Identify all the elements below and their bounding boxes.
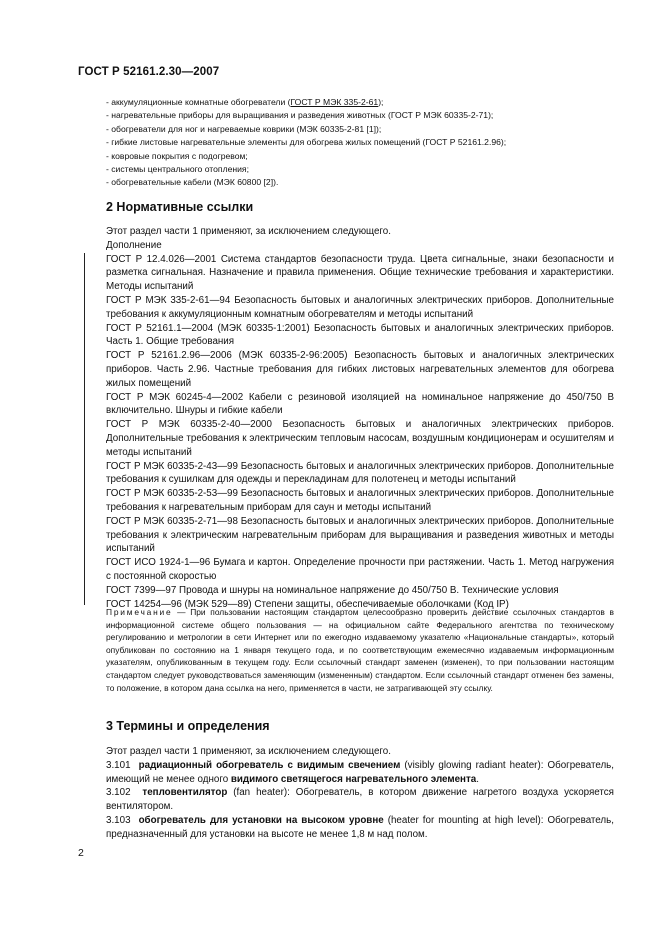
reference-item: ГОСТ Р МЭК 60335-2-40—2000 Безопасность бытовых и аналогичных электрических приборов. Дополнительные требования к электрическим тепловым насосам, воздушным кондиционерам и осушителям и методы испытаний xyxy=(106,419,614,458)
reference-item: ГОСТ ИСО 1924-1—96 Бумага и картон. Определение прочности при растяжении. Часть 1. Метод нагружения с постоянной скоростью xyxy=(106,557,614,582)
reference-item: ГОСТ Р МЭК 60245-4—2002 Кабели с резиновой изоляцией на номинальное напряжение до 450/750 В включительно. Шнуры и гибкие кабели xyxy=(106,391,614,417)
term-definition: 3.103 обогреватель для установки на высоком уровне (heater for mounting at high level): Обогреватель, предназначенный для установки на высоте не менее 1,8 м над полом. xyxy=(106,814,614,840)
list-item: - нагревательные приборы для выращивания и разведения животных (ГОСТ Р МЭК 60335-2-71); xyxy=(106,110,494,121)
addition-label: Дополнение xyxy=(106,239,162,251)
section-3-intro: Этот раздел части 1 применяют, за исключением следующего. xyxy=(106,746,391,757)
term-definition: 3.102 тепловентилятор (fan heater): Обогреватель, в котором движение нагретого воздуха ускоряется вентилятором. xyxy=(106,787,614,813)
list-item: - системы центрального отопления; xyxy=(106,164,249,175)
scope-bullet-list xyxy=(106,96,606,190)
reference-item: ГОСТ 14254—96 (МЭК 529—89) Степени защиты, обеспечиваемые оболочками (Код IP) xyxy=(106,598,509,610)
list-item: - аккумуляционные комнатные обогреватели (ГОСТ Р МЭК 335-2-61); xyxy=(106,97,384,107)
note-text: — При пользовании настоящим стандартом целесообразно проверить действие ссылочных стандартов в информационной системе общего пользования — на официальном сайте Федерального агентства по техническому регулированию и метрологии в сети Интернет или по ежегодно издаваемому указателю «Национальные стандарты», который опубликован по состоянию на 1 января текущего года, и по соответствующим ежемесячно издаваемым информационным указателям, опубликованным в текущем году. Если ссылочный стандарт заменен (изменен), то при пользовании настоящим стандартом следует руководствоваться заменяющим (измененным) стандартом. Если ссылочный стандарт отменен без замены, то положение, в котором дана ссылка на него, применяется в части, не затрагивающей эту ссылку. xyxy=(106,607,614,693)
reference-item: ГОСТ Р 52161.2.96—2006 (МЭК 60335-2-96:2005) Безопасность бытовых и аналогичных электрических приборов. Часть 2.96. Частные требования для гибких листовых нагревательных элементов для обогрева жилых помещений xyxy=(106,350,614,389)
list-item: - гибкие листовые нагревательные элементы для обогрева жилых помещений (ГОСТ Р 52161.2.96); xyxy=(106,137,507,148)
reference-item: ГОСТ Р МЭК 60335-2-53—99 Безопасность бытовых и аналогичных электрических приборов. Дополнительные требования к нагревательным приборам для саун и методы испытаний xyxy=(106,488,614,513)
term-name: обогреватель для установки на высоком уровне xyxy=(138,814,384,826)
note-label: Примечание xyxy=(106,607,173,617)
term-name: тепловентилятор xyxy=(142,787,228,799)
document-header: ГОСТ Р 52161.2.30—2007 xyxy=(78,66,220,78)
list-item: - ковровые покрытия с подогревом; xyxy=(106,150,248,161)
section-2-body xyxy=(106,225,614,611)
standard-link[interactable]: ГОСТ Р МЭК 335-2-61 xyxy=(290,97,379,107)
section-3-title: 3 Термины и определения xyxy=(106,719,270,733)
note-block xyxy=(106,606,614,694)
list-item: - обогревательные кабели (МЭК 60800 [2]). xyxy=(106,177,279,188)
change-bar xyxy=(84,253,85,605)
reference-item: ГОСТ Р 12.4.026—2001 Система стандартов безопасности труда. Цвета сигнальные, знаки безопасности и разметка сигнальная. Назначение и правила применения. Общие технические требования и характеристики. Методы испытаний xyxy=(106,253,614,293)
term-definition: 3.101 радиационный обогреватель с видимым свечением (visibly glowing radiant heater): Обогреватель, имеющий не менее одного видимого светящегося нагревательного элемента. xyxy=(106,759,614,785)
section-2-title: 2 Нормативные ссылки xyxy=(106,200,254,214)
list-item: - обогреватели для ног и нагреваемые коврики (МЭК 60335-2-81 [1]); xyxy=(106,123,382,134)
section-3-body xyxy=(106,745,614,842)
page-number: 2 xyxy=(78,847,84,859)
reference-item: ГОСТ Р МЭК 335-2-61—94 Безопасность бытовых и аналогичных электрических приборов. Дополнительные требования к аккумуляционным комнатным обогревателям и методы испытаний xyxy=(106,294,614,320)
section-2-intro: Этот раздел части 1 применяют, за исключением следующего. xyxy=(106,226,391,237)
reference-item: ГОСТ Р МЭК 60335-2-71—98 Безопасность бытовых и аналогичных электрических приборов. Дополнительные требования к электрическим нагревательным приборам для выращивания и разведения животных и методы испытаний xyxy=(106,515,614,555)
term-name: радиационный обогреватель с видимым свечением xyxy=(138,759,401,771)
reference-item: ГОСТ Р МЭК 60335-2-43—99 Безопасность бытовых и аналогичных электрических приборов. Дополнительные требования к сушилкам для одежды и перекладинам для полотенец и методы испытаний xyxy=(106,460,614,486)
reference-item: ГОСТ 7399—97 Провода и шнуры на номинальное напряжение до 450/750 В. Технические условия xyxy=(106,584,559,596)
reference-item: ГОСТ Р 52161.1—2004 (МЭК 60335-1:2001) Безопасность бытовых и аналогичных электрических приборов. Часть 1. Общие требования xyxy=(106,322,614,348)
